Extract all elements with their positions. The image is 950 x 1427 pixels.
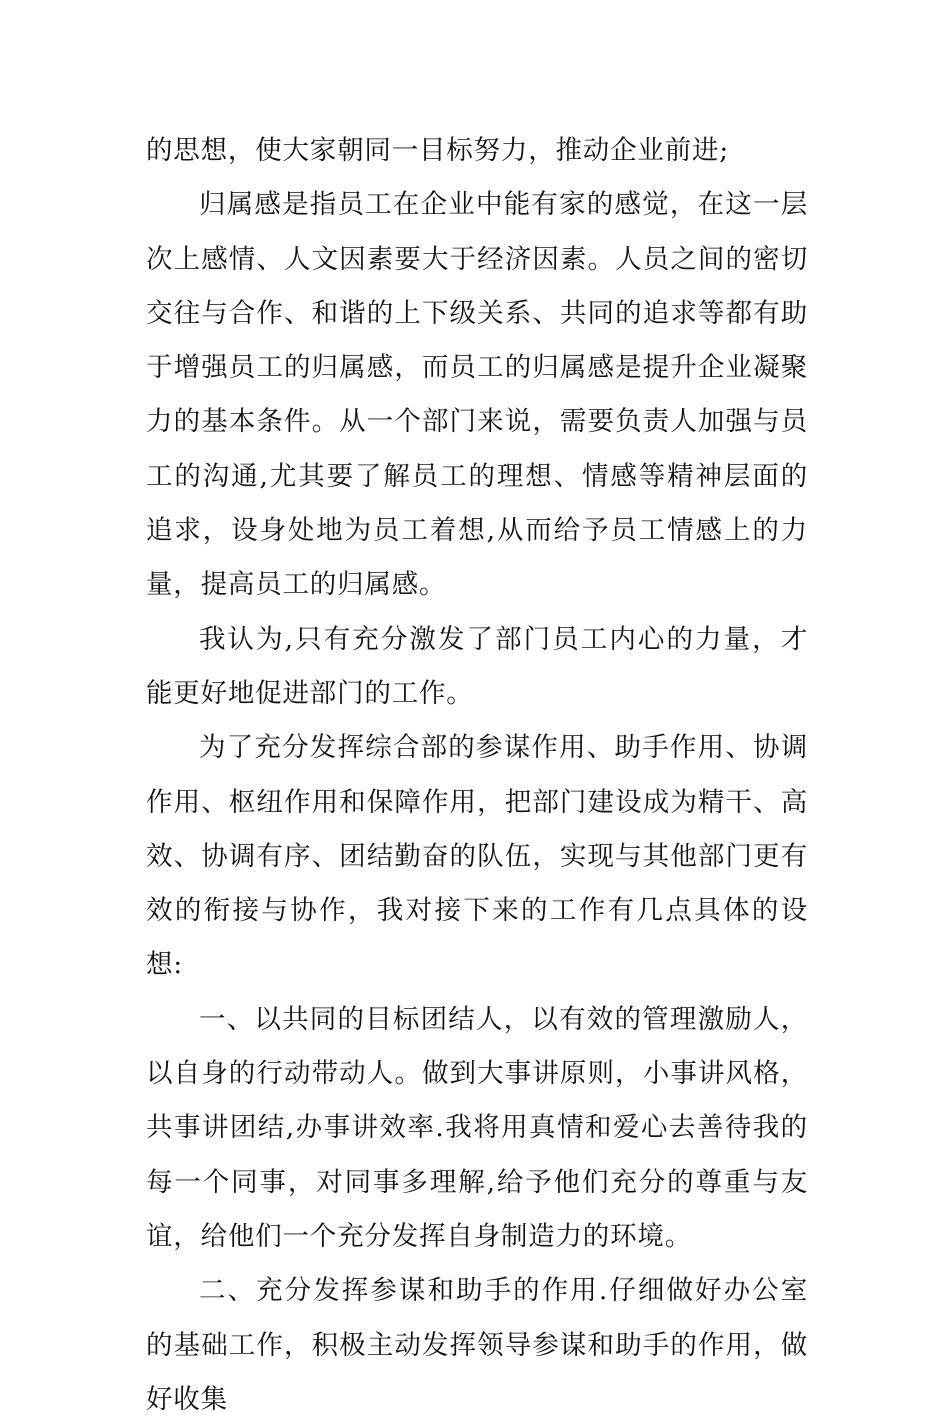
document-body (146, 124, 808, 1427)
paragraph-continuation: 的思想，使大家朝同一目标努力，推动企业前进; (146, 135, 730, 166)
paragraph-plan-intro: 为了充分发挥综合部的参谋作用、助手作用、协调作用、枢纽作用和保障作用，把部门建设成为精干、高效、协调有序、团结勤奋的队伍，实现与其他部门更有效的衔接与协作，我对接下来的工作有几点具体的设想: (146, 732, 808, 981)
paragraph-point-one: 一、以共同的目标团结人，以有效的管理激励人，以自身的行动带动人。做到大事讲原则，小事讲风格，共事讲团结,办事讲效率.我将用真情和爱心去善待我的每一个同事，对同事多理解,给予他们充分的尊重与友谊，给他们一个充分发挥自身制造力的环境。 (146, 1003, 808, 1252)
paragraph-point-two: 二、充分发挥参谋和助手的作用.仔细做好办公室的基础工作，积极主动发挥领导参谋和助手的作用，做好收集 (146, 1275, 808, 1415)
paragraph-motivation: 我认为,只有充分激发了部门员工内心的力量，才能更好地促进部门的工作。 (146, 623, 808, 709)
paragraph-belonging: 归属感是指员工在企业中能有家的感觉，在这一层次上感情、人文因素要大于经济因素。人员之间的密切交往与合作、和谐的上下级关系、共同的追求等都有助于增强员工的归属感，而员工的归属感是提升企业凝聚力的基本条件。从一个部门来说，需要负责人加强与员工的沟通,尤其要了解员工的理想、情感等精神层面的追求，设身处地为员工着想,从而给予员工情感上的力量，提高员工的归属感。 (146, 189, 808, 601)
